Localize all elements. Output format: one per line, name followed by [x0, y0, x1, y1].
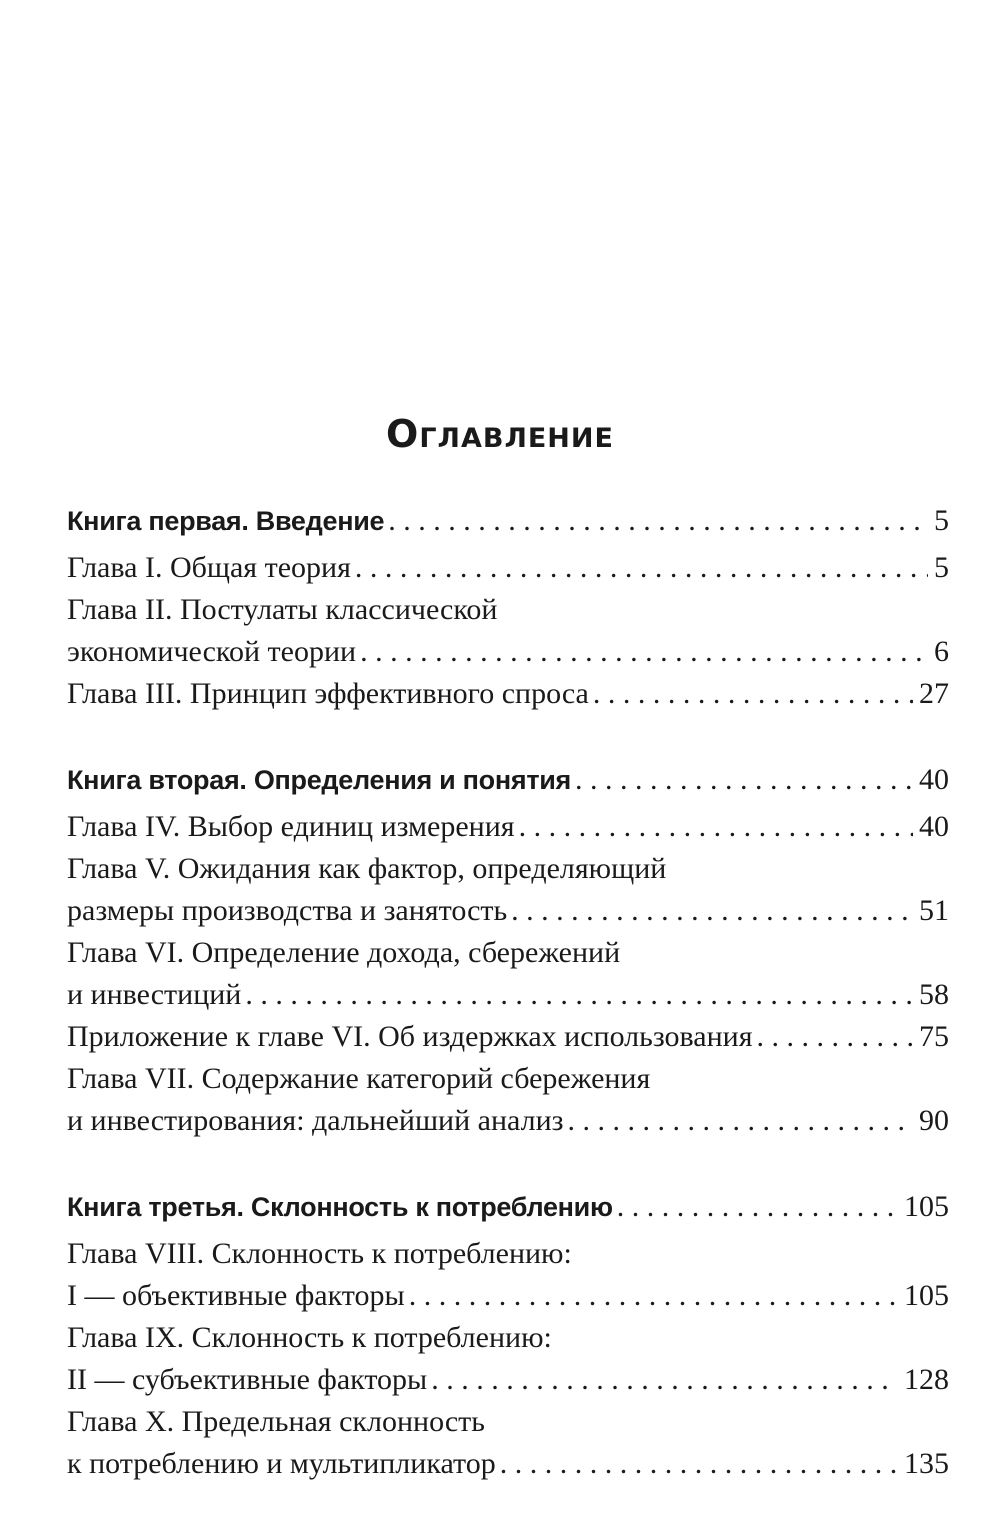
toc-entry-text: экономической теории	[67, 635, 357, 668]
toc-chapter-entry	[67, 1016, 949, 1058]
toc-page-number: 40	[919, 763, 949, 796]
toc-entry-text: II — субъективные факторы	[67, 1363, 428, 1396]
toc-page-number: 128	[904, 1363, 949, 1396]
toc-chapter-entry	[67, 1275, 949, 1317]
toc-entry-text: и инвестиций	[67, 978, 242, 1011]
toc-page-number: 105	[904, 1190, 949, 1223]
toc-entry-text: Глава VII. Содержание категорий сбережения	[67, 1062, 651, 1095]
toc-entry-text: Приложение к главе VI. Об издержках использования	[67, 1020, 753, 1053]
toc-leader-dots	[519, 806, 913, 848]
toc-book-entry	[67, 759, 949, 801]
toc-chapter-entry	[67, 673, 949, 715]
toc-leader-dots	[567, 1100, 913, 1142]
toc-leader-dots	[575, 759, 913, 801]
toc-page-number: 135	[904, 1447, 949, 1480]
toc-entry-text: Книга третья. Склонность к потреблению	[67, 1192, 613, 1222]
toc-page-number: 5	[934, 504, 949, 537]
toc-leader-dots	[757, 1016, 913, 1058]
toc-entry-text: Глава III. Принцип эффективного спроса	[67, 677, 589, 710]
toc-leader-dots	[617, 1186, 898, 1228]
toc-book-entry	[67, 1186, 949, 1228]
toc-leader-dots	[355, 547, 928, 589]
toc-leader-dots	[360, 631, 928, 673]
toc-entry-text: Глава I. Общая теория	[67, 551, 351, 584]
toc-leader-dots	[593, 673, 913, 715]
toc-leader-dots	[511, 890, 913, 932]
toc-entry-text: Книга вторая. Определения и понятия	[67, 765, 572, 795]
toc-chapter-entry	[67, 932, 949, 974]
toc-page-number: 5	[934, 551, 949, 584]
toc-page-number: 90	[919, 1104, 949, 1137]
toc-entry-text: Глава VI. Определение дохода, сбережений	[67, 936, 621, 969]
toc-chapter-entry	[67, 1233, 949, 1275]
toc-entry-text: Книга первая. Введение	[67, 506, 385, 536]
toc-chapter-entry	[67, 974, 949, 1016]
toc-leader-dots	[245, 974, 913, 1016]
toc-chapter-entry	[67, 1100, 949, 1142]
toc-entry-text: Глава X. Предельная склонность	[67, 1405, 485, 1438]
toc-page-number: 105	[904, 1279, 949, 1312]
toc-page-number: 75	[919, 1020, 949, 1053]
toc-chapter-entry	[67, 1359, 949, 1401]
toc-entry-text: Глава V. Ожидания как фактор, определяющий	[67, 852, 667, 885]
toc-page-number: 6	[934, 635, 949, 668]
toc-chapter-entry	[67, 547, 949, 589]
toc-entry-text: и инвестирования: дальнейший анализ	[67, 1104, 564, 1137]
page-title: Оглавление	[386, 412, 614, 456]
toc-chapter-entry	[67, 1317, 949, 1359]
toc-leader-dots	[431, 1359, 898, 1401]
toc-entry-text: Глава IX. Склонность к потреблению:	[67, 1321, 552, 1354]
toc-chapter-entry	[67, 848, 949, 890]
toc-page-number: 58	[919, 978, 949, 1011]
toc-leader-dots	[388, 500, 928, 542]
toc-page-number: 51	[919, 894, 949, 927]
toc-leader-dots	[500, 1443, 898, 1485]
toc-entry-text: Глава VIII. Склонность к потреблению:	[67, 1237, 572, 1270]
toc-chapter-entry	[67, 890, 949, 932]
toc-chapter-entry	[67, 1443, 949, 1485]
toc-chapter-entry	[67, 1401, 949, 1443]
toc-leader-dots	[409, 1275, 898, 1317]
toc-entry-text: к потреблению и мультипликатор	[67, 1447, 496, 1480]
toc-chapter-entry	[67, 589, 949, 631]
toc-chapter-entry	[67, 806, 949, 848]
toc-chapter-entry	[67, 1058, 949, 1100]
toc-entry-text: Глава IV. Выбор единиц измерения	[67, 810, 515, 843]
toc-book-entry	[67, 500, 949, 542]
toc-page-number: 40	[919, 810, 949, 843]
table-of-contents	[67, 500, 949, 1485]
toc-entry-text: размеры производства и занятость	[67, 894, 508, 927]
toc-chapter-entry	[67, 631, 949, 673]
toc-entry-text: I — объективные факторы	[67, 1279, 405, 1312]
toc-entry-text: Глава II. Постулаты классической	[67, 593, 498, 626]
toc-page-number: 27	[919, 677, 949, 710]
